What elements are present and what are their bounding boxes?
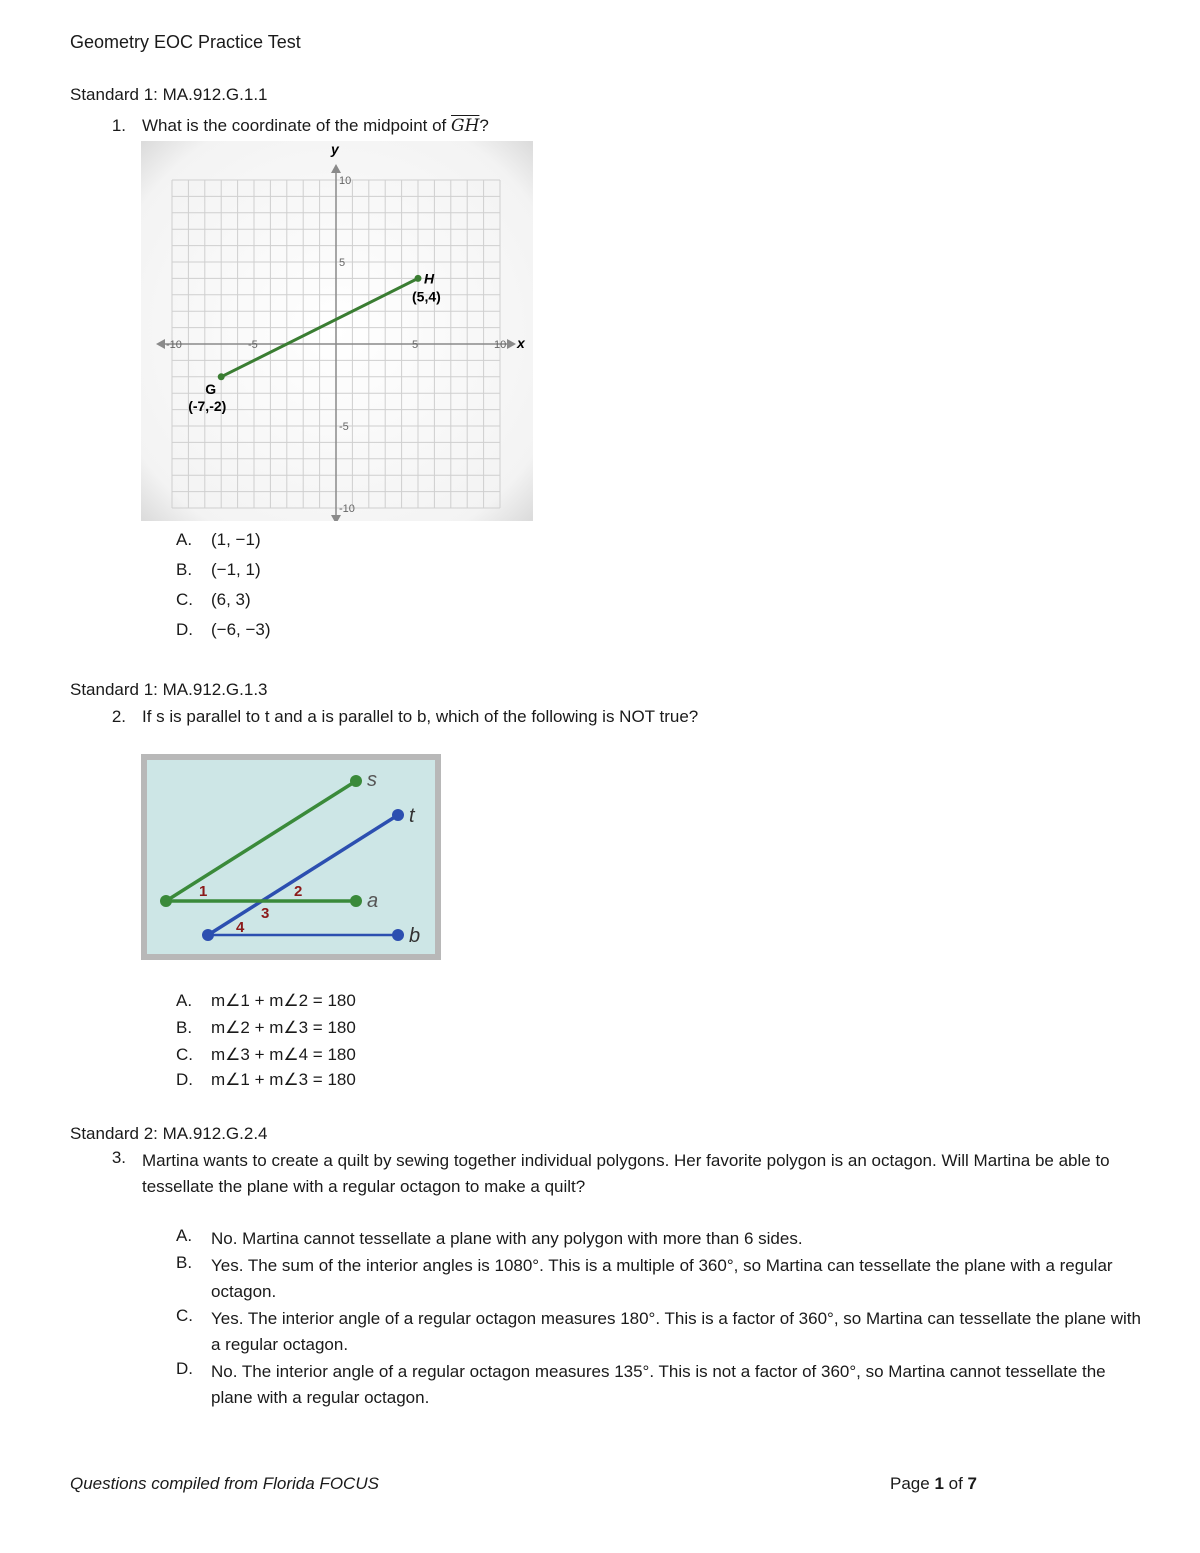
q2-option-d[interactable]: m∠1 + m∠3 = 180 <box>211 1070 356 1089</box>
q2-standard: Standard 1: MA.912.G.1.3 <box>70 680 268 699</box>
q1-question-text: What is the coordinate of the midpoint of <box>142 116 452 135</box>
angle-3-label: 3 <box>261 905 270 922</box>
q2-question: If s is parallel to t and a is parallel to b, which of the following is NOT true? <box>142 707 699 726</box>
x-tick-label: 10 <box>494 339 507 351</box>
q3-option-c[interactable]: Yes. The interior angle of a regular octagon measures 180°. This is a factor of 360°, so Martina can tessellate the plane with a regular octagon. <box>211 1309 1141 1354</box>
q3-option-a[interactable]: No. Martina cannot tessellate a plane with any polygon with more than 6 sides. <box>211 1229 803 1248</box>
footer-page-number <box>890 1474 977 1494</box>
x-axis-label: x <box>517 335 525 351</box>
q3-number: 3. <box>111 1148 126 1167</box>
q2-option-a-letter: A. <box>176 991 193 1010</box>
q3-option-c-letter: C. <box>176 1306 193 1325</box>
q1-option-a-letter: A. <box>176 530 193 549</box>
footer-page-of: of <box>943 1474 968 1493</box>
q2-option-b[interactable]: m∠2 + m∠3 = 180 <box>211 1018 356 1037</box>
q2-option-d-letter: D. <box>176 1070 193 1089</box>
graph-background <box>141 141 533 521</box>
parallel-lines-diagram <box>141 754 441 960</box>
q3-standard: Standard 2: MA.912.G.2.4 <box>70 1124 268 1143</box>
q3-option-d[interactable]: No. The interior angle of a regular octagon measures 135°. This is not a factor of 360°, so Martina cannot tessellate the plane with a regular octagon. <box>211 1362 1106 1407</box>
diagram-background <box>141 754 441 960</box>
point-g-coord-label: (-7,-2) <box>188 397 227 414</box>
line-s-endpoint <box>350 775 362 787</box>
q1-question <box>142 116 489 136</box>
q1-segment-gh: $\overline{GH}$ <box>451 116 480 136</box>
line-t-b-endpoint <box>202 929 214 941</box>
point-h-coord-label: (5,4) <box>412 288 441 305</box>
coordinate-graph <box>141 141 533 521</box>
line-s-a-endpoint <box>160 895 172 907</box>
q1-option-d[interactable]: (−6, −3) <box>211 620 271 639</box>
q2-number: 2. <box>111 707 126 726</box>
line-a-endpoint <box>350 895 362 907</box>
x-tick-label: -10 <box>166 339 182 351</box>
y-axis-label: y <box>331 141 339 157</box>
document-title: Geometry EOC Practice Test <box>70 32 301 52</box>
q1-option-c-letter: C. <box>176 590 193 609</box>
footer-page-current: 1 <box>934 1474 944 1493</box>
label-t: t <box>409 805 415 827</box>
footer-source: Questions compiled from Florida FOCUS <box>70 1474 379 1493</box>
x-tick-label: 5 <box>412 339 419 351</box>
q2-option-c[interactable]: m∠3 + m∠4 = 180 <box>211 1045 356 1064</box>
q2-option-b-letter: B. <box>176 1018 193 1037</box>
q1-question-mark: ? <box>479 116 489 135</box>
q1-option-c[interactable]: (6, 3) <box>211 590 251 609</box>
label-s: s <box>367 769 377 791</box>
y-tick-label: 5 <box>339 257 346 269</box>
q1-option-d-letter: D. <box>176 620 193 639</box>
point-h <box>415 275 422 282</box>
q1-option-b[interactable]: (−1, 1) <box>211 560 261 579</box>
q1-standard: Standard 1: MA.912.G.1.1 <box>70 85 268 104</box>
point-h-label: H <box>424 270 435 287</box>
angle-2-label: 2 <box>294 883 303 900</box>
point-g <box>218 373 225 380</box>
y-tick-label: 10 <box>339 175 352 187</box>
q3-question: Martina wants to create a quilt by sewing together individual polygons. Her favorite polygon is an octagon. Will Martina be able to tessellate the plane with a regular octagon to make a quilt? <box>142 1151 1110 1196</box>
q1-option-a[interactable]: (1, −1) <box>211 530 261 549</box>
q3-option-d-letter: D. <box>176 1359 193 1378</box>
q2-option-c-letter: C. <box>176 1045 193 1064</box>
angle-4-label: 4 <box>236 919 245 936</box>
x-tick-label: -5 <box>248 339 258 351</box>
y-tick-label: -5 <box>339 421 349 433</box>
footer-page-total: 7 <box>967 1474 977 1493</box>
q3-option-b[interactable]: Yes. The sum of the interior angles is 1080°. This is a multiple of 360°, so Martina can tessellate the plane with a regular octagon. <box>211 1256 1113 1301</box>
point-g-label: G <box>205 380 217 397</box>
line-t-endpoint <box>392 809 404 821</box>
q1-number: 1. <box>111 116 126 135</box>
label-a: a <box>367 890 379 912</box>
q3-option-b-letter: B. <box>176 1253 193 1272</box>
line-b-endpoint <box>392 929 404 941</box>
y-tick-label: -10 <box>339 503 355 515</box>
q3-option-a-letter: A. <box>176 1226 193 1245</box>
q1-option-b-letter: B. <box>176 560 193 579</box>
angle-1-label: 1 <box>199 883 208 900</box>
footer-page-prefix: Page <box>890 1474 935 1493</box>
label-b: b <box>409 925 421 947</box>
q2-option-a[interactable]: m∠1 + m∠2 = 180 <box>211 991 356 1010</box>
